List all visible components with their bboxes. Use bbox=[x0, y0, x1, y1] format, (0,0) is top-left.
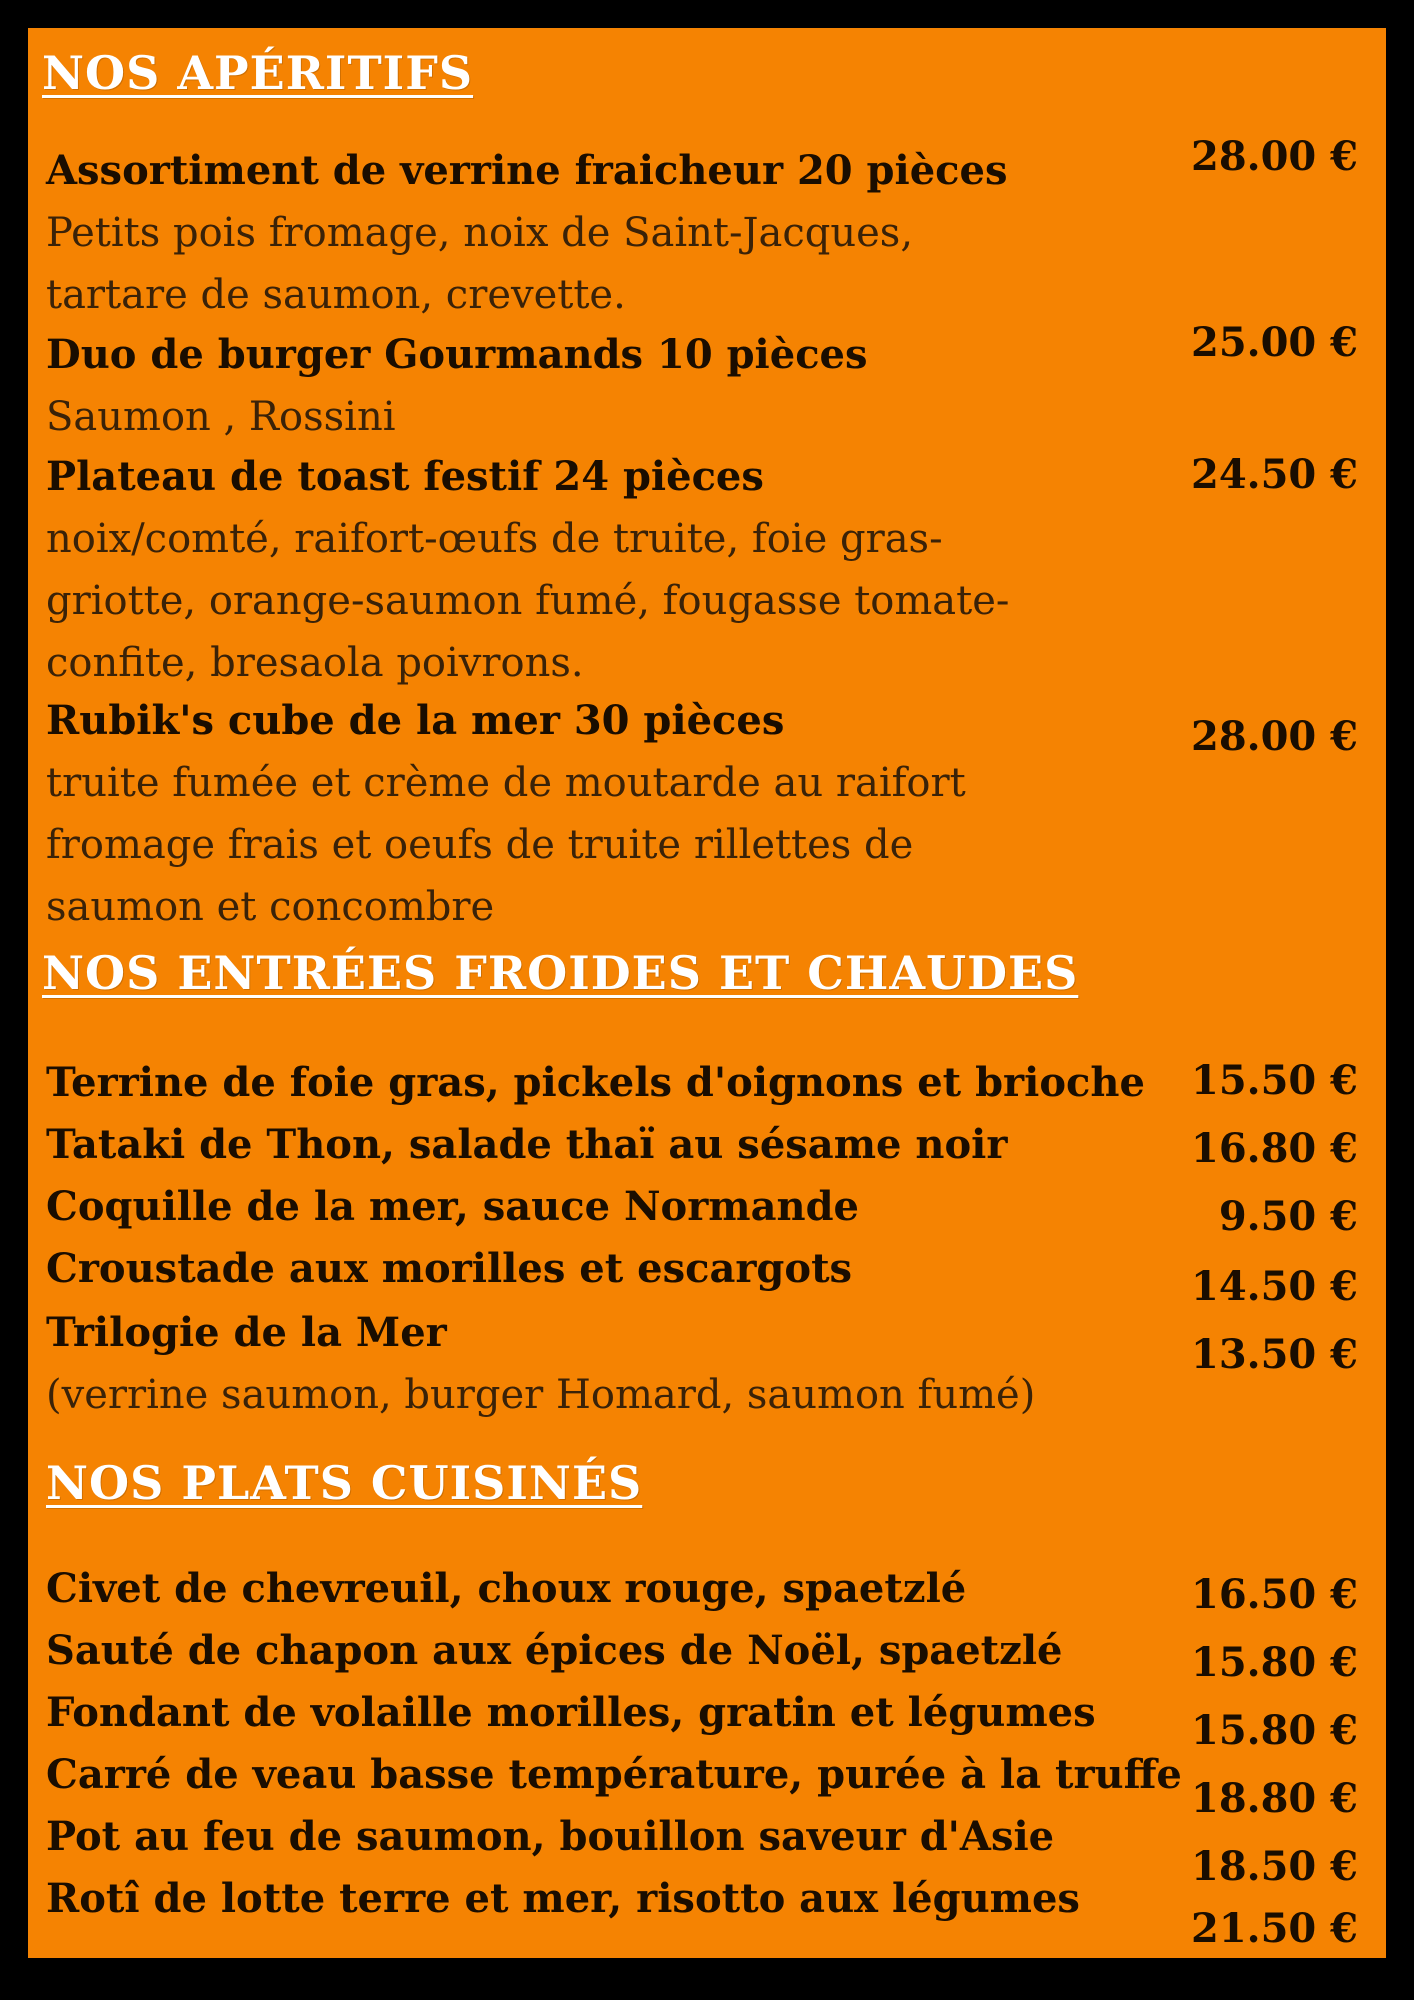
menu-item-name: Plateau de toast festif 24 pièces bbox=[46, 453, 764, 500]
menu-item-description: saumon et concombre bbox=[46, 884, 495, 930]
menu-item-price: 14.50 € bbox=[1190, 1263, 1358, 1310]
menu-item-name: Trilogie de la Mer bbox=[46, 1309, 447, 1356]
menu-item-name: Terrine de foie gras, pickels d'oignons et brioche bbox=[46, 1059, 1145, 1106]
menu-item bbox=[46, 324, 1196, 448]
section-heading-entrees: NOS ENTRÉES FROIDES ET CHAUDES bbox=[42, 946, 1079, 1000]
menu-item bbox=[46, 1868, 1196, 1930]
menu-item bbox=[46, 1052, 1196, 1114]
menu-item-price: 16.50 € bbox=[1190, 1571, 1358, 1618]
menu-item-name: Tataki de Thon, salade thaï au sésame noir bbox=[46, 1121, 1008, 1168]
menu-item-price: 15.80 € bbox=[1190, 1639, 1358, 1686]
menu-item-name: Croustade aux morilles et escargots bbox=[46, 1245, 853, 1292]
menu-item-name: Coquille de la mer, sauce Normande bbox=[46, 1183, 860, 1230]
menu-item-description: tartare de saumon, crevette. bbox=[46, 272, 626, 318]
menu-item-price: 25.00 € bbox=[1190, 319, 1358, 366]
menu-item-price: 15.50 € bbox=[1190, 1057, 1358, 1104]
menu-item-description: fromage frais et oeufs de truite rillettes de bbox=[46, 822, 914, 868]
menu-item bbox=[46, 1744, 1196, 1806]
section-heading-plats: NOS PLATS CUISINÉS bbox=[46, 1456, 643, 1510]
menu-item-price: 18.50 € bbox=[1190, 1843, 1358, 1890]
menu-item-name: Civet de chevreuil, choux rouge, spaetzlé bbox=[46, 1565, 967, 1612]
menu-item-price: 9.50 € bbox=[1218, 1193, 1358, 1240]
menu-item-price: 13.50 € bbox=[1190, 1331, 1358, 1378]
menu-item bbox=[46, 1302, 1196, 1426]
menu-item-description: noix/comté, raifort-œufs de truite, foie gras- bbox=[46, 516, 943, 562]
menu-item-name: Fondant de volaille morilles, gratin et légumes bbox=[46, 1689, 1096, 1736]
menu-item bbox=[46, 1806, 1196, 1868]
menu-item bbox=[46, 1682, 1196, 1744]
menu-item bbox=[46, 1176, 1196, 1238]
menu-item-price: 28.00 € bbox=[1190, 133, 1358, 180]
menu-panel bbox=[28, 28, 1386, 1958]
menu-item-description: confite, bresaola poivrons. bbox=[46, 640, 584, 686]
menu-item-price: 18.80 € bbox=[1190, 1775, 1358, 1822]
menu-item bbox=[46, 140, 1196, 326]
menu-item bbox=[46, 690, 1196, 938]
menu-item bbox=[46, 1620, 1196, 1682]
menu-item-price: 16.80 € bbox=[1190, 1125, 1358, 1172]
menu-item-price: 21.50 € bbox=[1190, 1905, 1358, 1952]
menu-item-name: Pot au feu de saumon, bouillon saveur d'Asie bbox=[46, 1813, 1055, 1860]
menu-item-name: Sauté de chapon aux épices de Noël, spaetzlé bbox=[46, 1627, 1063, 1674]
menu-item-description: griotte, orange-saumon fumé, fougasse tomate- bbox=[46, 578, 1010, 624]
menu-item-description: Petits pois fromage, noix de Saint-Jacques, bbox=[46, 210, 914, 256]
menu-item-name: Rotî de lotte terre et mer, risotto aux légumes bbox=[46, 1875, 1080, 1922]
menu-item-name: Rubik's cube de la mer 30 pièces bbox=[46, 697, 785, 744]
menu-item-description: (verrine saumon, burger Homard, saumon fumé) bbox=[46, 1372, 1036, 1418]
menu-item-name: Assortiment de verrine fraicheur 20 pièces bbox=[46, 147, 1008, 194]
menu-item bbox=[46, 1238, 1196, 1300]
menu-item-description: Saumon , Rossini bbox=[46, 394, 396, 440]
section-heading-aperitifs: NOS APÉRITIFS bbox=[42, 46, 474, 100]
menu-item-name: Duo de burger Gourmands 10 pièces bbox=[46, 331, 868, 378]
menu-item-price: 24.50 € bbox=[1190, 451, 1358, 498]
menu-item bbox=[46, 1558, 1196, 1620]
menu-item bbox=[46, 446, 1196, 694]
menu-item-price: 28.00 € bbox=[1190, 713, 1358, 760]
menu-item-name: Carré de veau basse température, purée à la truffe bbox=[46, 1751, 1182, 1798]
menu-item bbox=[46, 1114, 1196, 1176]
menu-item-price: 15.80 € bbox=[1190, 1707, 1358, 1754]
menu-item-description: truite fumée et crème de moutarde au raifort bbox=[46, 760, 966, 806]
